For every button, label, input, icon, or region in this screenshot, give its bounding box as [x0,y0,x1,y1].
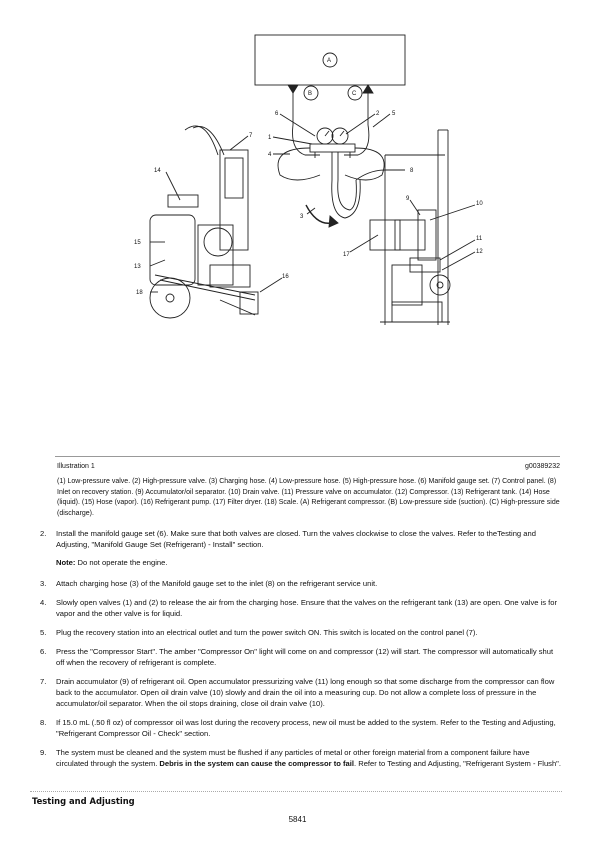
figure-label-17: 17 [343,252,350,258]
procedure-steps [40,529,562,778]
figure-label-4: 4 [268,152,272,158]
step-text-part: The system must be cleaned and the system must be flushed if any particles of metal or other foreign material from a component failure have circulated through the system. [56,747,530,768]
illustration-title: Illustration 1 [57,463,95,470]
step-number: 9. [40,747,47,757]
figure-label-12: 12 [476,249,483,255]
caption-divider [55,456,560,457]
step-number: 7. [40,677,47,687]
step-item [40,598,562,620]
figure-label-3: 3 [300,214,304,220]
note-label: Note: [56,557,76,567]
figure-label-6: 6 [275,111,279,117]
step-text: If 15.0 mL (.50 fl oz) of compressor oil was lost during the recovery process, new oil must be added to the system. Refer to the Testing and Adjusting, "Refrigerant Compressor Oil - Check" section. [56,717,556,738]
figure-label-5: 5 [392,111,396,117]
step-item [40,529,562,551]
figure-label-c: C [352,91,357,97]
figure-label-8: 8 [410,168,414,174]
step-item [40,718,562,740]
illustration-id: g00389232 [524,463,560,470]
figure-label-1: 1 [268,135,272,141]
page-number: 5841 [288,815,307,824]
step-number: 3. [40,578,47,588]
step-item [40,748,562,770]
step-number: 5. [40,627,47,637]
step-text [56,748,561,768]
figure-label-9: 9 [406,196,410,202]
figure-label-14: 14 [154,168,161,174]
illustration-caption: (1) Low-pressure valve. (2) High-pressure valve. (3) Charging hose. (4) Low-pressure hose. (5) High-pressure hose. (6) Manifold gauge set. (7) Control panel. (8) Inlet on recovery station. (9) Accumulator/oil separator. (10) Drain valve. (11) Pressure valve on accumulator. (12) Compressor. (13) Refrigerant tank. (14) Hose (liquid). (15) Hose (vapor). (16) Refrigerant pump. (17) Filter dryer. (18) Scale. (A) Refrigerant compressor. (B) Low-pressure side (suction). (C) High-pressure side (discharge). [57,478,560,517]
step-item [40,647,562,669]
figure-label-16: 16 [282,274,289,280]
figure-label-18: 18 [136,290,143,296]
step-text: Plug the recovery station into an electrical outlet and turn the power switch ON. This switch is located on the control panel (7). [56,627,478,637]
footer-divider [30,791,562,792]
step-item [40,628,562,639]
figure-label-11: 11 [476,236,483,242]
step-text: Attach charging hose (3) of the Manifold gauge set to the inlet (8) on the refrigerant service unit. [56,578,378,588]
step-warning-text: Debris in the system can cause the compressor to fail [159,758,354,768]
figure-label-10: 10 [476,201,483,207]
step-text: Drain accumulator (9) of refrigerant oil. Open accumulator pressurizing valve (11) long enough so that some discharge from the compressor can flow back to the accumulator. Open oil drain valve (10) slowly and drain the oil into a measuring cup. Do not allow a complete loss of pressure in the accumulator/oil separator. When the oil stops draining, close oil drain valve (10). [56,677,555,708]
step-item [40,677,562,709]
recovery-station-left-view [150,126,258,318]
illustration [130,30,483,330]
recovery-station-right-view [370,130,450,325]
figure-label-a: A [327,58,332,64]
step-text: Install the manifold gauge set (6). Make sure that both valves are closed. Turn the valves clockwise to close the valves. Refer to theTesting and Adjusting, "Manifold Gauge Set (Refrigerant) - Install" section. [56,529,536,549]
figure-label-b: B [308,91,313,97]
step-text: Press the "Compressor Start". The amber "Compressor On" light will come on and compressor (12) will start. The compressor will automatically shut off when the recovery of refrigerant is complete. [56,647,554,667]
step-number: 2. [40,529,47,538]
caption-header [57,463,560,470]
section-title: Testing and Adjusting [32,796,135,806]
step-item [40,579,562,590]
note [40,558,562,569]
step-text-part: . Refer to Testing and Adjusting, "Refrigerant System - Flush". [353,758,561,768]
figure-label-2: 2 [376,111,380,117]
figure-label-7: 7 [249,133,253,139]
figure-label-15: 15 [134,240,141,246]
note-text: Do not operate the engine. [75,557,168,567]
step-number: 6. [40,647,47,657]
step-text: Slowly open valves (1) and (2) to release the air from the charging hose. Ensure that the valves on the refrigerant tank (13) are open. One valve is for vapor and the other valve is for liquid. [56,597,558,618]
figure-label-13: 13 [134,264,141,270]
step-number: 8. [40,717,47,727]
step-number: 4. [40,597,47,607]
